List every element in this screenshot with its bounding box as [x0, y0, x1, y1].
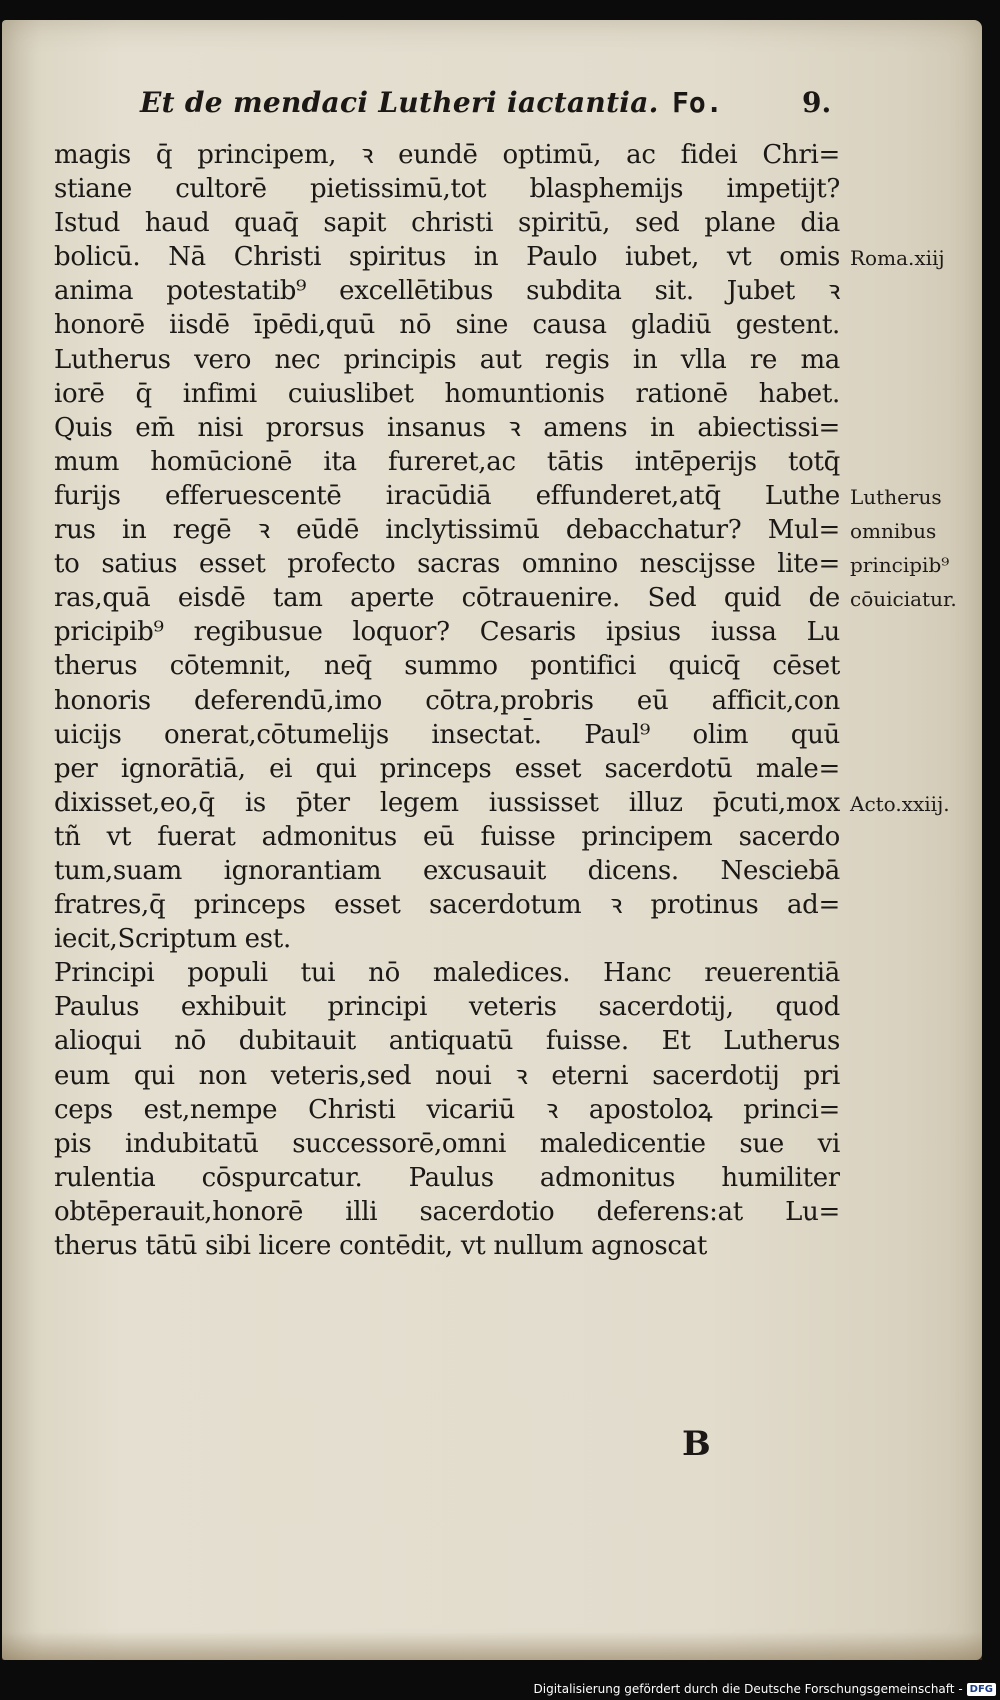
- marginal-note: principib⁹: [850, 553, 950, 578]
- main-text-block: [54, 138, 840, 1263]
- text-line: bolicū. Nā Christi spiritus in Paulo iubet, vt omis: [54, 242, 840, 273]
- text-line: fratres,q̄ princeps esset sacerdotum ꝛ protinus ad=: [54, 890, 840, 921]
- folio-label: Fo.: [672, 86, 723, 119]
- signature-mark: B: [682, 1424, 711, 1464]
- text-line: mum homūcionē ita fureret,ac tātis intēperijs totq̄: [54, 446, 840, 477]
- dfg-logo: DFG: [967, 1683, 996, 1696]
- marginal-note: omnibus: [850, 519, 937, 544]
- running-title: Et de mendaci Lutheri iactantia.: [140, 86, 659, 119]
- text-line: iecit,Scriptum est.: [54, 924, 291, 955]
- text-line: rus in regē ꝛ eūdē inclytissimū debacchatur? Mul=: [54, 515, 840, 546]
- text-line: iorē q̄ infimi cuiuslibet homuntionis rationē habet.: [54, 378, 840, 409]
- text-line: pis indubitatū successorē,omni maledicentie sue vi: [54, 1128, 840, 1159]
- text-line: to satius esset profecto sacras omnino nescijsse lite=: [54, 549, 840, 580]
- text-line: stiane cultorē pietissimū,tot blasphemijs impetijt?: [54, 174, 840, 205]
- text-line: Paulus exhibuit principi veteris sacerdotij, quod: [54, 992, 840, 1023]
- text-line: pricipib⁹ regibusue loquor? Cesaris ipsius iussa Lu: [54, 617, 840, 648]
- marginal-note: cōuiciatur.: [850, 587, 957, 612]
- marginal-note: Lutherus: [850, 485, 942, 509]
- text-line: anima potestatib⁹ excellētibus subdita sit. Jubet ꝛ: [54, 276, 840, 307]
- credit-text: Digitalisierung gefördert durch die Deutsche Forschungsgemeinschaft -: [533, 1682, 963, 1696]
- text-line: magis q̄ principem, ꝛ eundē optimū, ac fidei Chri=: [54, 140, 840, 170]
- text-line: honorē iisdē īpēdi,quū nō sine causa gladiū gestent.: [54, 310, 840, 341]
- text-line: tum,suam ignorantiam excusauit dicens. Nesciebā: [54, 855, 840, 886]
- book-page: [2, 20, 982, 1660]
- folio-number: 9.: [802, 86, 832, 119]
- text-line: rulentia cōspurcatur. Paulus admonitus humiliter: [54, 1162, 840, 1193]
- text-line: therus tātū sibi licere contēdit, vt nullum agnoscat: [54, 1231, 708, 1261]
- text-line: per ignorātiā, ei qui princeps esset sacerdotū male=: [54, 753, 840, 784]
- text-line: eum qui non veteris,sed noui ꝛ eterni sacerdotij pri: [54, 1060, 840, 1091]
- text-line: Istud haud quaq̄ sapit christi spiritū, sed plane dia: [54, 208, 840, 239]
- marginal-note: Roma.xiij: [850, 246, 945, 271]
- text-line: dixisset,eo,q̄ is p̄ter legem iussisset illuz p̄cuti,mox: [54, 787, 840, 818]
- text-line: alioqui nō dubitauit antiquatū fuisse. Et Lutherus: [54, 1026, 840, 1057]
- text-line: ceps est,nempe Christi vicariū ꝛ apostoloꝝ princi=: [54, 1094, 840, 1125]
- text-line: ras,quā eisdē tam aperte cōtrauenire. Sed quid de: [54, 583, 840, 614]
- text-line: honoris deferendū,imo cōtra,probris eū afficit,con: [54, 685, 840, 716]
- text-line: furijs efferuescentē iracūdiā effunderet,atq̄ Luthe: [54, 480, 840, 511]
- text-line: uicijs onerat,cōtumelijs insectat̄. Paul⁹ olim quū: [54, 719, 840, 750]
- text-line: therus cōtemnit, neq̄ summo pontifici quicq̄ cēset: [54, 651, 840, 682]
- text-line: Quis em̄ nisi prorsus insanus ꝛ amens in abiectissi=: [54, 412, 840, 443]
- text-line: Lutherus vero nec principis aut regis in vlla re ma: [54, 344, 840, 375]
- running-header: [140, 78, 840, 128]
- text-line: tñ vt fuerat admonitus eū fuisse principem sacerdo: [54, 821, 840, 852]
- text-line: Principi populi tui nō maledices. Hanc reuerentiā: [54, 958, 840, 989]
- text-line: obtēperauit,honorē illi sacerdotio deferens:at Lu=: [54, 1196, 840, 1227]
- marginal-note: Acto.xxiij.: [850, 791, 950, 816]
- digitization-credit: [534, 1682, 997, 1696]
